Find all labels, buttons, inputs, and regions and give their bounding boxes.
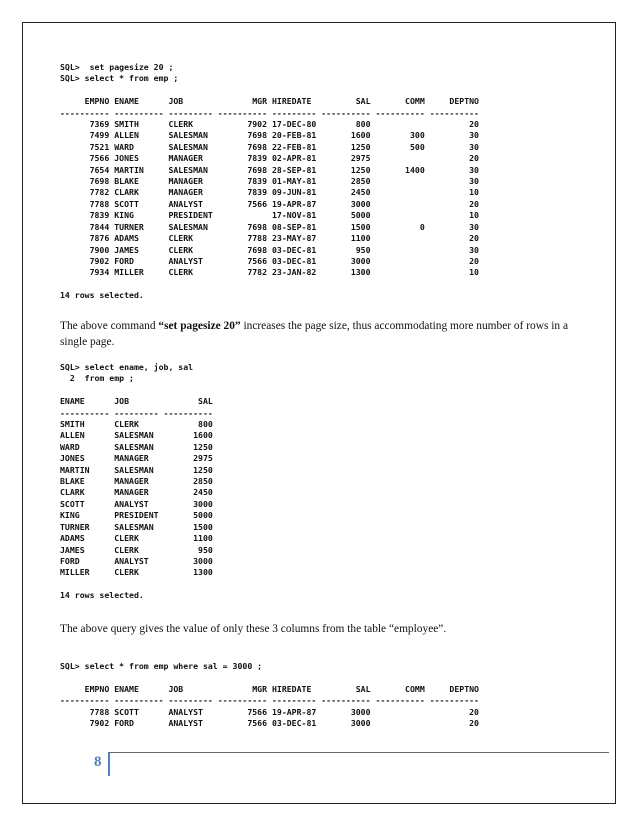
paragraph-text-before: The above command <box>60 320 159 332</box>
sql-output-select-columns: SQL> select ename, job, sal 2 from emp ; ENAME JOB SAL ---------- --------- ---------- SMITH CLERK 800 ALLEN SALESMAN 1600 WARD SALESMAN 1250 JONES MANAGER 2975 MARTIN SALESMAN 1250 BLAKE MANAGER 2850 CLARK MANAGER 2450 SCOTT ANALYST 3000 KING PRESIDENT 5000 TURNER SALESMAN 1500 ADAMS CLERK 1100 JAMES CLERK 950 FORD ANALYST 3000 MILLER CLERK 1300 14 rows selected. <box>60 362 213 601</box>
paragraph-columns-explanation: The above query gives the value of only these 3 columns from the table “employee”. <box>60 623 447 635</box>
footer-vertical-rule <box>108 752 110 776</box>
paragraph-pagesize-explanation <box>60 318 588 350</box>
paragraph-text-after: increases the page size, thus accommodating more number of rows in a single page. <box>60 320 569 348</box>
sql-output-pagesize: SQL> set pagesize 20 ; SQL> select * from emp ; EMPNO ENAME JOB MGR HIREDATE SAL COMM DEPTNO ---------- ---------- --------- ---------- --------- ---------- ---------- ---------- 7369 SMITH CLERK 7902 17-DEC-80 800 20 7499 ALLEN SALESMAN 7698 20-FEB-81 1600 300 30 7521 WARD SALESMAN 7698 22-FEB-81 1250 500 30 7566 JONES MANAGER 7839 02-APR-81 2975 20 7654 MARTIN SALESMAN 7698 28-SEP-81 1250 1400 30 7698 BLAKE MANAGER 7839 01-MAY-81 2850 30 7782 CLARK MANAGER 7839 09-JUN-81 2450 10 7788 SCOTT ANALYST 7566 19-APR-87 3000 20 7839 KING PRESIDENT 17-NOV-81 5000 10 7844 TURNER SALESMAN 7698 08-SEP-81 1500 0 30 7876 ADAMS CLERK 7788 23-MAY-87 1100 20 7900 JAMES CLERK 7698 03-DEC-81 950 30 7902 FORD ANALYST 7566 03-DEC-81 3000 20 7934 MILLER CLERK 7782 23-JAN-82 1300 10 14 rows selected. <box>60 62 479 301</box>
footer-horizontal-rule <box>109 752 609 753</box>
page-number: 8 <box>94 754 102 770</box>
paragraph-bold-command: “set pagesize 20” <box>158 320 241 332</box>
sql-output-where-sal: SQL> select * from emp where sal = 3000 ; EMPNO ENAME JOB MGR HIREDATE SAL COMM DEPTNO ---------- ---------- --------- ---------- --------- ---------- ---------- ---------- 7788 SCOTT ANALYST 7566 19-APR-87 3000 20 7902 FORD ANALYST 7566 03-DEC-81 3000 20 <box>60 661 479 729</box>
page-footer <box>80 752 620 782</box>
